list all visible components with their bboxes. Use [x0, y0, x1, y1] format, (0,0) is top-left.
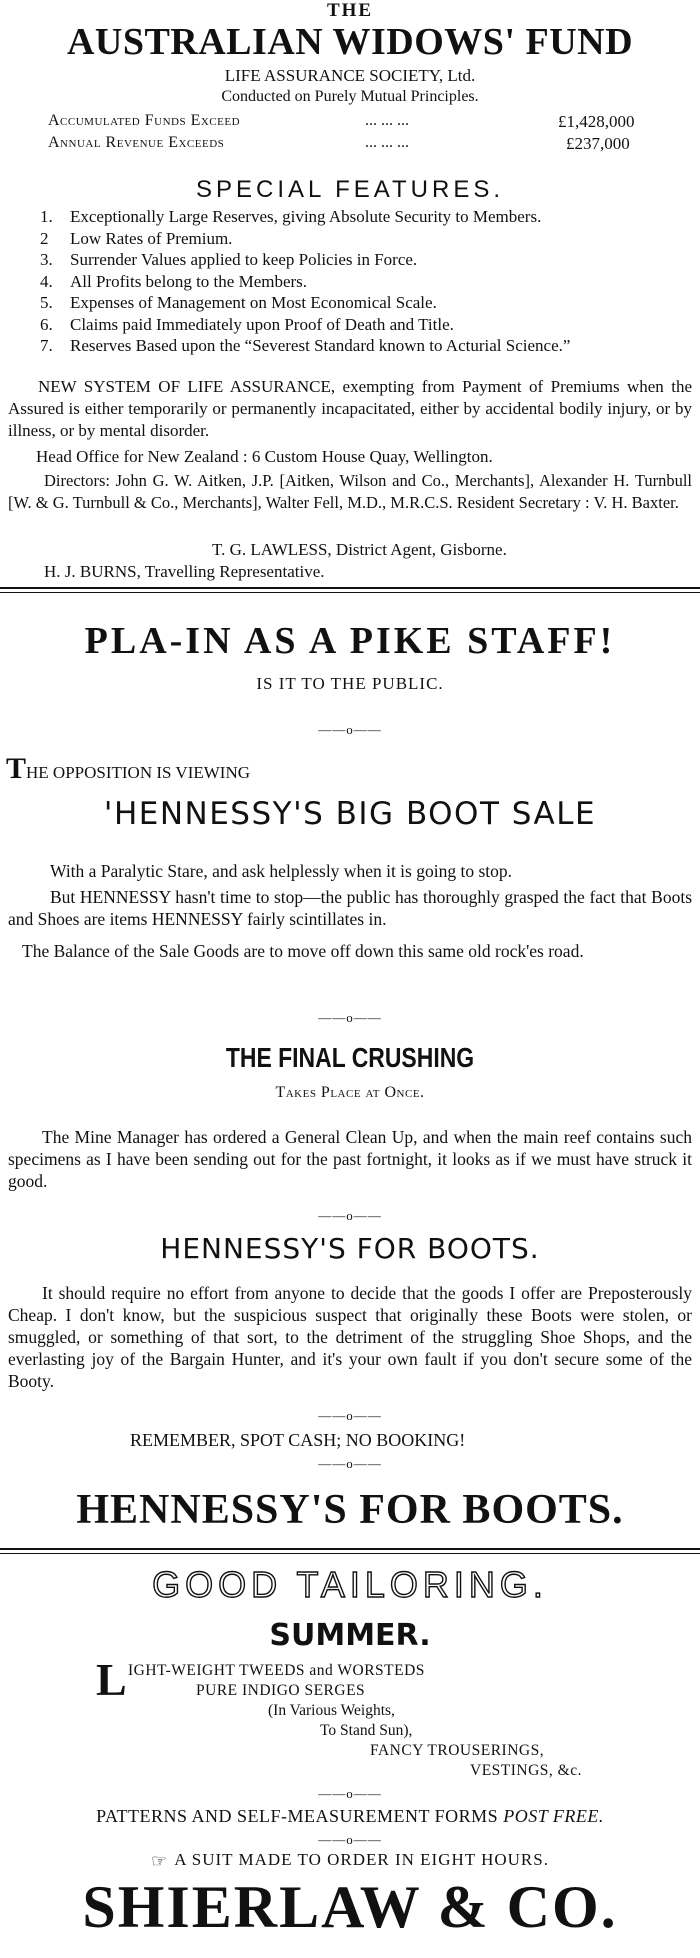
fancy-trouserings-line: FANCY TROUSERINGS, [370, 1742, 545, 1759]
dash-divider: ——o—— [318, 1456, 382, 1471]
preposterously-cheap-text: It should require no effort from anyone to decide that the goods I offer are Preposterously Cheap. I don't know, but the suspicious suspect that originally these Boots were stolen, or smuggled, or something of that sort, to the detriment of the struggling Shoe Shops, and the everlasting joy of the Bargain Hunter, and it's your own fault if you don't secure some of the Booty. [8, 1283, 692, 1391]
fund-conducted: Conducted on Purely Mutual Principles. [221, 88, 479, 105]
dash-divider: ——o—— [318, 1208, 382, 1223]
patterns-post-free [0, 1806, 700, 1827]
big-boot-sale: 'HENNESSY'S BIG BOOT SALE [103, 796, 597, 832]
fund-subtitle: LIFE ASSURANCE SOCIETY, Ltd. [224, 66, 476, 85]
mine-manager-text: The Mine Manager has ordered a General Clean Up, and when the main reef contains such specimens as I have been sending out for the past fortnight, it looks as if we must have struck it good. [8, 1127, 692, 1191]
feature-item: 6. Claims paid Immediately upon Proof of Death and Title. [40, 314, 454, 334]
pointing-hand-icon: ☞ [151, 1851, 169, 1871]
feature-item: 2 Low Rates of Premium. [40, 228, 233, 248]
drop-cap: L [96, 1654, 127, 1705]
section-divider [0, 587, 700, 589]
spot-cash-notice: REMEMBER, SPOT CASH; NO BOOKING! [130, 1430, 466, 1450]
final-crushing-heading: THE FINAL CRUSHING [225, 1042, 475, 1073]
balance-of-sale-text: The Balance of the Sale Goods are to move off down this same old rock'es road. [22, 941, 584, 961]
lightweight-tweeds-line: IGHT-WEIGHT TWEEDS and WORSTEDS [128, 1662, 425, 1679]
post-free-text: POST FREE. [503, 1806, 604, 1826]
patterns-text: PATTERNS AND SELF-MEASUREMENT FORMS [96, 1806, 504, 1826]
accumulated-label: Accumulated Funds Exceed [48, 112, 241, 129]
new-system-text: NEW SYSTEM OF LIFE ASSURANCE, exempting from Payment of Premiums when the Assured is either temporarily or permanently incapacitated, either by accidental bodily injury, or by illness, or by mental disorder. [8, 377, 692, 440]
revenue-value: £237,000 [566, 134, 630, 153]
feature-list [40, 206, 690, 357]
directors-text: Directors: John G. W. Aitken, J.P. [Aitken, Wilson and Co., Merchants], Alexander H. Turnbull [W. & G. Turnbull & Co., Merchants], Walter Fell, M.D., M.R.C.S. Resident Secretary : V. H. Baxter. [8, 471, 692, 512]
accumulated-value: £1,428,000 [558, 112, 635, 131]
suit-text: A SUIT MADE TO ORDER IN EIGHT HOURS. [174, 1850, 549, 1869]
head-office-text: Head Office for New Zealand : 6 Custom House Quay, Wellington. [36, 447, 493, 466]
hennessys-for-boots-banner: HENNESSY'S FOR BOOTS. [76, 1487, 624, 1533]
revenue-dots: ... ... ... [365, 134, 409, 151]
shierlaw-co-name: SHIERLAW & CO. [82, 1874, 618, 1940]
dash-divider: ——o—— [318, 1832, 382, 1847]
summer-heading: SUMMER. [269, 1618, 431, 1653]
suit-eight-hours [0, 1850, 700, 1872]
indigo-serges-line: PURE INDIGO SERGES [196, 1682, 366, 1699]
paralytic-stare-text: With a Paralytic Stare, and ask helplessly when it is going to stop. [50, 861, 512, 881]
section-divider [0, 1553, 700, 1554]
various-weights-line: (In Various Weights, [268, 1702, 395, 1719]
vestings-line: VESTINGS, &c. [470, 1762, 582, 1779]
feature-item: 5. Expenses of Management on Most Economical Scale. [40, 293, 437, 312]
dash-divider: ——o—— [318, 1408, 382, 1423]
feature-item: 4. All Profits belong to the Members. [40, 271, 308, 291]
takes-place-at-once: Takes Place at Once. [275, 1084, 425, 1101]
revenue-label: Annual Revenue Exceeds [48, 134, 225, 151]
opposition-line [6, 752, 250, 786]
feature-item: 7. Reserves Based upon the “Severest Standard known to Acturial Science.” [40, 336, 571, 355]
hennessys-for-boots-subhead: HENNESSY'S FOR BOOTS. [160, 1232, 540, 1265]
accumulated-dots: ... ... ... [365, 112, 409, 129]
special-features-heading: SPECIAL FEATURES. [195, 176, 505, 203]
section-divider [0, 592, 700, 593]
dash-divider: ——o—— [318, 1010, 382, 1025]
feature-item: 1. Exceptionally Large Reserves, giving Absolute Security to Members. [40, 207, 542, 226]
drop-cap: T [6, 752, 27, 785]
plain-pike-staff-headline: PLA-IN AS A PIKE STAFF! [84, 620, 616, 662]
dash-divider: ——o—— [318, 1786, 382, 1801]
opposition-text: HE OPPOSITION IS VIEWING [26, 763, 250, 782]
travelling-representative: H. J. BURNS, Travelling Representative. [44, 562, 325, 581]
is-it-public: IS IT TO THE PUBLIC. [256, 674, 444, 693]
dash-divider: ——o—— [318, 722, 382, 737]
fund-title: AUSTRALIAN WIDOWS' FUND [66, 21, 634, 63]
good-tailoring-heading: GOOD TAILORING. [152, 1564, 548, 1605]
section-divider [0, 1548, 700, 1550]
feature-item: 3. Surrender Values applied to keep Policies in Force. [40, 250, 418, 269]
fund-the: THE [326, 0, 374, 21]
stand-sun-line: To Stand Sun), [320, 1722, 413, 1739]
district-agent: T. G. LAWLESS, District Agent, Gisborne. [212, 540, 507, 559]
no-time-to-stop-text: But HENNESSY hasn't time to stop—the public has thoroughly grasped the fact that Boots and Shoes are items HENNESSY fairly scintillates in. [8, 887, 692, 929]
